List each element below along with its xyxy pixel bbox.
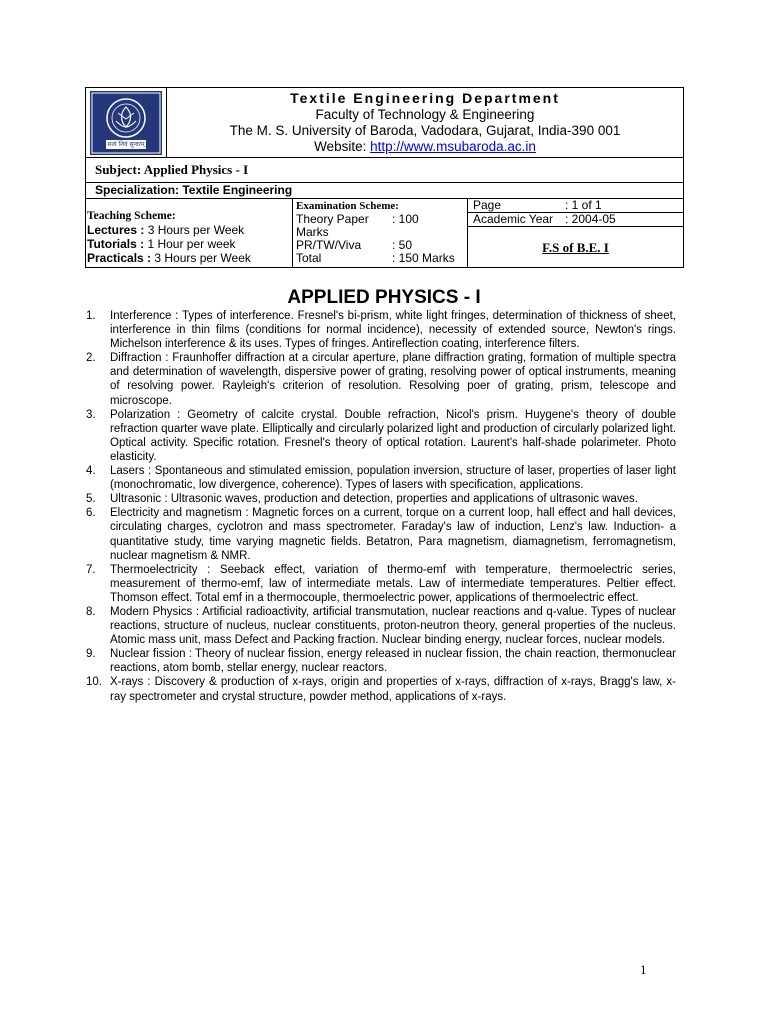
logo-motto: सत्यं शिवं सुन्दरम् [107, 140, 145, 148]
main-title: APPLIED PHYSICS - I [287, 287, 481, 308]
scheme-row [86, 199, 683, 267]
page-number: 1 [640, 962, 647, 977]
pr-line: PR/TW/Viva : 50 [296, 238, 413, 252]
header-row [86, 88, 683, 158]
list-item: 2. Diffraction : Fraunhoffer diffraction at a circular aperture, plane diffraction grating, formation of multiple spectra and determination of wavelength, dispersive power of grating, resolving power of optical instruments, meaning of resolving power. Rayleigh's criterion of resolution. Resolving poer of grating, prism, telescope and microscope. [86, 352, 676, 407]
website-line [167, 139, 683, 155]
website-label: Website: [314, 139, 371, 154]
header-table [85, 87, 684, 268]
website-link[interactable]: http://www.msubaroda.ac.in [370, 139, 536, 154]
total-line: Total : 150 Marks [296, 251, 455, 265]
theory-line: Theory Paper : 100 [296, 212, 419, 226]
page-info [468, 199, 683, 267]
logo-cell [86, 88, 167, 157]
university-logo [90, 91, 162, 155]
list-item: 1. Interference : Types of interference. Fresnel's bi-prism, white light fringes, determination of thickness of sheet, interference in thin films (conditions for normal incidence), necessity of extended source, Newton's rings. Michelson interference & its uses. Types of fringes. Antireflection coating, interference filters. [86, 310, 676, 351]
faculty-name: Faculty of Technology & Engineering [315, 107, 535, 122]
teaching-scheme-label: Teaching Scheme: [87, 210, 176, 222]
list-item: 5. Ultrasonic : Ultrasonic waves, production and detection, properties and applications of ultrasonic waves. [86, 493, 639, 506]
department-title: Textile Engineering Department [290, 90, 560, 106]
exam-scheme-label: Examination Scheme: [296, 200, 399, 212]
list-item: 7. Thermoelectricity : Seeback effect, variation of thermo-emf with temperature, thermoelectric series, measurement of thermo-emf, law of intermediate metals. Law of intermediate temperatures. Peltier effect. Thomson effect. Total emf in a thermocouple, thermoelectric power, applications of thermoelectric effect. [86, 563, 676, 604]
lectures-line: Lectures : 3 Hours per Week [87, 223, 245, 237]
teaching-scheme [86, 199, 293, 267]
specialization-row: Specialization: Textile Engineering [86, 183, 683, 199]
practicals-line: Practicals : 3 Hours per Week [87, 251, 251, 265]
examination-scheme [293, 199, 468, 267]
theory-marks-line: Marks [296, 225, 329, 239]
list-item: 9. Nuclear fission : Theory of nuclear fission, energy released in nuclear fission, the chain reaction, thermonuclear reactions, atom bomb, stellar energy, nuclear reactors. [86, 648, 676, 675]
class-label: F.S of B.E. I [542, 240, 609, 255]
academic-year-line: Academic Year : 2004-05 [468, 213, 683, 227]
list-item: 3. Polarization : Geometry of calcite crystal. Double refraction, Nicol's prism. Huygene's theory of double refraction quarter wave plate. Elliptically and circularly polarized light and production of circularly polarized light. Optical activity. Specific rotation. Fresnel's theory of optical rotation. Laurent's half-shade polarimeter. Photo elasticity. [86, 408, 676, 463]
header-title-cell [167, 88, 683, 157]
list-item: 8. Modern Physics : Artificial radioactivity, artificial transmutation, nuclear reactions and q-value. Types of nuclear reactions, structure of nucleus, nuclear constituents, proton-neutron theory, general properties of the nucleus. Atomic mass unit, mass Defect and Packing fraction. Nuclear binding energy, nuclear forces, nuclear models. [86, 605, 676, 647]
list-item: 4. Lasers : Spontaneous and stimulated emission, population inversion, structure of laser, properties of laser light (monochromatic, low divergence, coherence). Types of lasers with specification, applications. [86, 465, 676, 492]
university-address: The M. S. University of Baroda, Vadodara, Gujarat, India-390 001 [229, 123, 621, 138]
list-item: 10. X-rays : Discovery & production of x-rays, origin and properties of x-rays, diffraction of x-rays, Bragg's law, x-ray spectrometer and crystal structure, powder method, applications of x-rays. [86, 676, 676, 703]
subject-row: Subject: Applied Physics - I [86, 158, 683, 183]
list-item: 6. Electricity and magnetism : Magnetic forces on a current, torque on a current loop, hall effect and hall devices, circulating charges, cyclotron and mass spectrometer. Faraday's law of induction, Lenz's law. Induction- a quantitative study, time varying magnetic fields. Betatron, Para magnetism, diamagnetism, ferromagnetism, nuclear magnetism & NMR. [86, 507, 676, 562]
tutorials-line: Tutorials : 1 Hour per week [87, 237, 236, 251]
page-line: Page : 1 of 1 [468, 199, 683, 213]
syllabus-list [86, 309, 676, 704]
